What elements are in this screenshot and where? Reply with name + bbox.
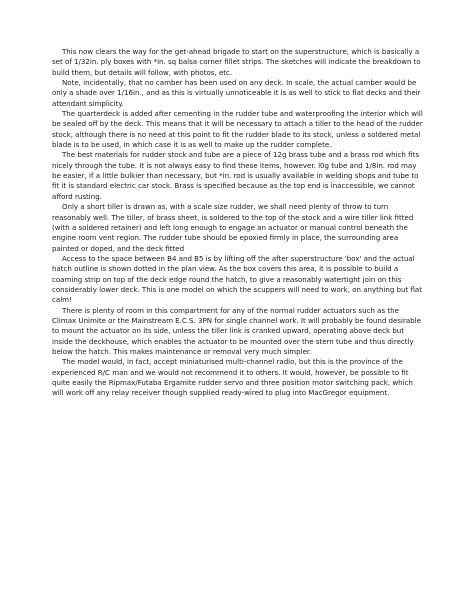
paragraph-quarterdeck: The quarterdeck is added after cementing in the rudder tube and waterproofing the interior which will be sealed off by the deck. This means that it will be necessary to attach a tiller to the head of the rudder stock, although there is no need at this point to fit the rudder blade to its stock, unless a soldered metal blade is to be used, in which case it is as well to make up the rudder complete. [52, 109, 423, 150]
paragraph-materials: The best materials for rudder stock and tube are a piece of 12g brass tube and a brass rod which fits nicely through the tube. It is not always easy to find these items, however. l0g tube and 1/8in. rod may be easier, if a little bulkier than necessary, but *in. rod is usually available in welding shops and tube to fit it is standard electric car stock. Brass is specified because as the top end is inaccessible, we cannot afford rusting. [52, 150, 419, 201]
paragraph-camber: Note, incidentally, that no camber has been used on any deck. In scale, the actual camber would be only a shade over 1/16in., and as this is virtually unnoticeable it is as well to stick to flat decks and their attendant simplicity. [52, 78, 421, 108]
paragraph-actuators: There is plenty of room in this compartment for any of the normal rudder actuators such as the Climax Unimite or the Mainstream E.C.S. 3PN for single channel work. It will probably be found desirable to mount the actuator on its side, unless the tiller link is cranked upward, operating above deck but inside the deckhouse, which enables the actuator to be mounted over the stern tube and thus directly below the hatch. This makes maintenance or removal very much simpler. [52, 305, 421, 356]
paragraph-radio: The model would, in fact, accept miniaturised multi-channel radio, but this is the province of the experienced R/C man and we would not recommend it to others. It would, however, be possible to fit quite easily the Ripmax/Futaba Ergamite rudder servo and three position motor switching pack, which will work off any relay receiver though supplied ready-wired to plug into MacGregor equipment. [52, 357, 413, 398]
paragraph-tiller: Only a short tiller is drawn as, with a scale size rudder, we shall need plenty of throw to turn reasonably well. The tiller, of brass sheet, is soldered to the top of the stock and a wire tiller link fitted (with a soldered retainer) and left long enough to engage an actuator or manual control beneath the engine room vent region. The rudder tube should be epoxied firmly in place, the surrounding area painted or doped, and the deck fitted [52, 202, 414, 253]
paragraph-superstructure: This now clears the way for the get-ahead brigade to start on the superstructure, which is basically a set of 1/32in. ply boxes with *in. sq balsa corner fillet strips. The sketches will indicate the breakdown to build them, but details will follow, with photos, etc. [52, 47, 421, 77]
paragraph-access: Access to the space between B4 and B5 is by lifting off the after superstructure 'box' and the actual hatch outline is shown dotted in the plan view. As the box covers this area, it is possible to build a coaming strip on top of the deck edge round the hatch, to give a reasonably watertight join on this considerably lower deck. This is one model on which the scuppers will need to work, on anything but flat calm! [52, 253, 423, 305]
document-body [52, 47, 424, 399]
